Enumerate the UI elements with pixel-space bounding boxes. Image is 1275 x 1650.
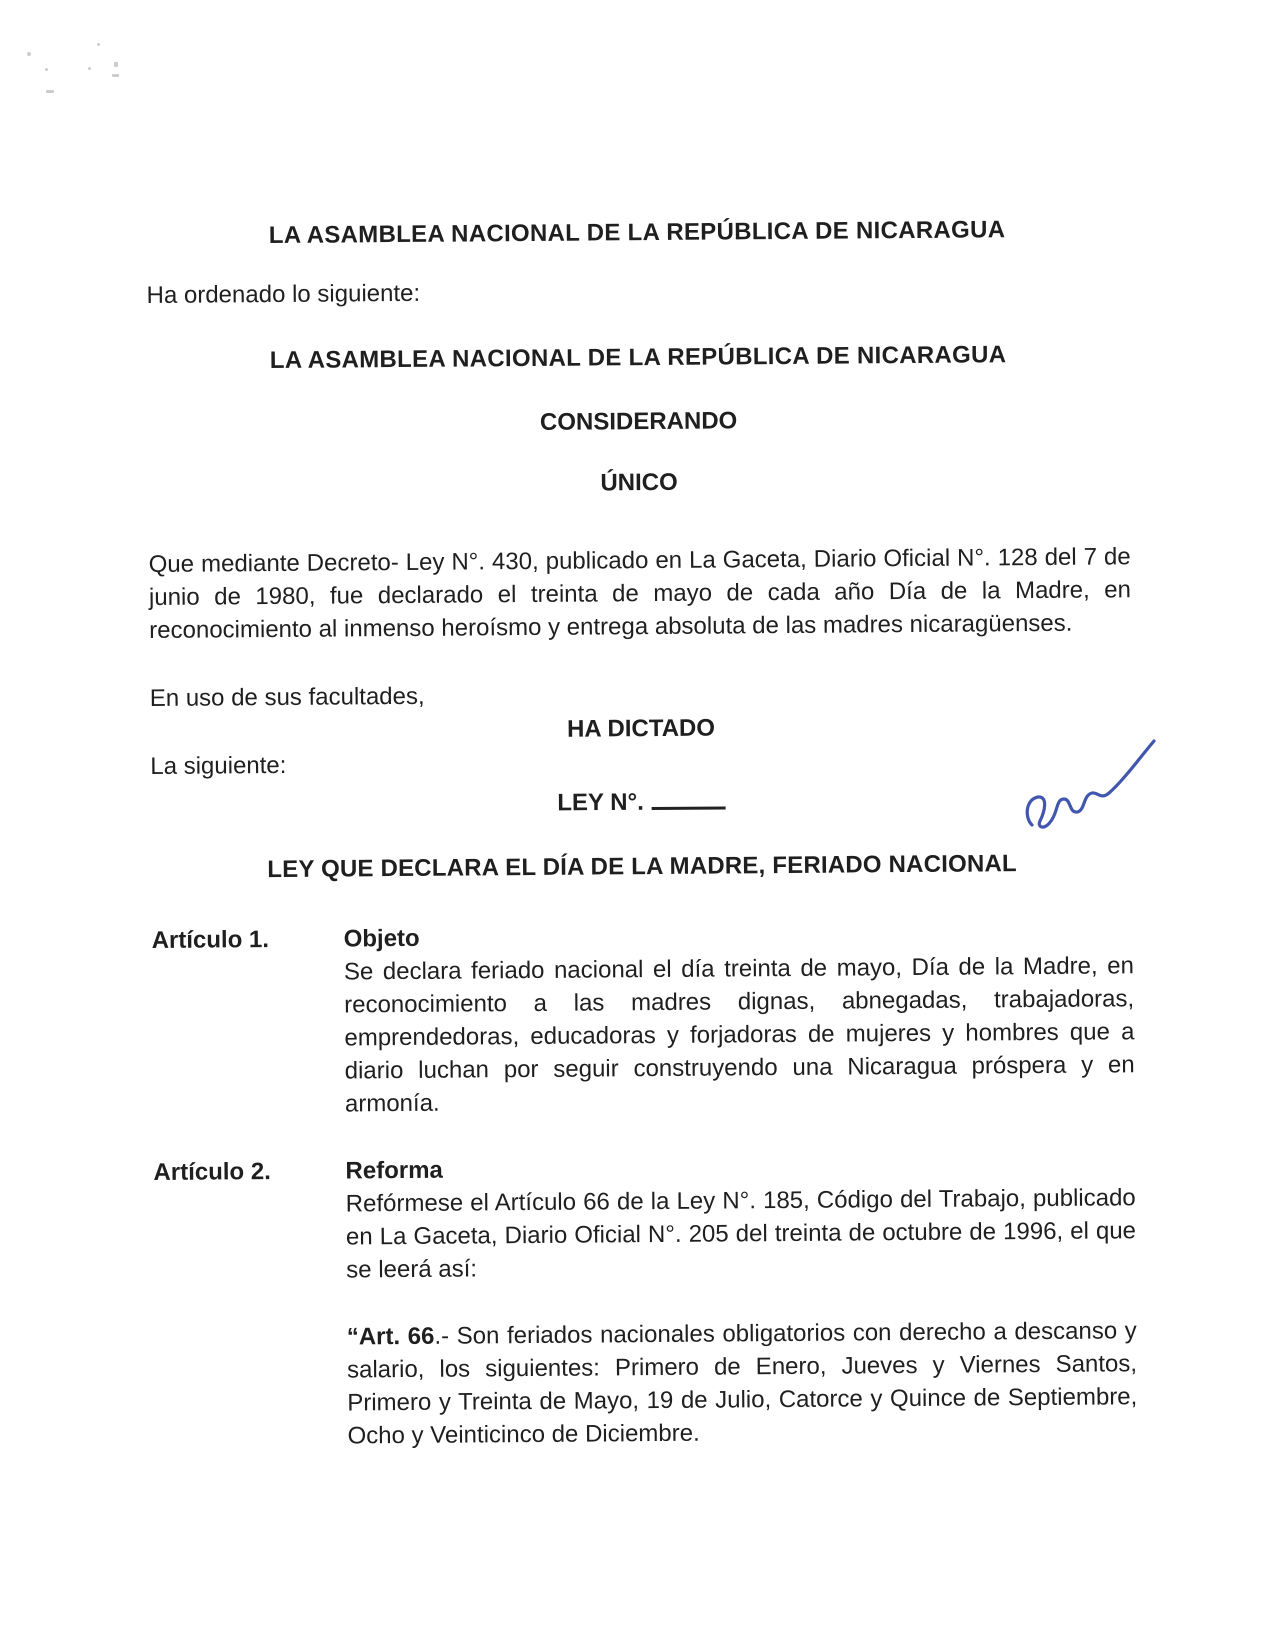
article-2-heading: Reforma	[345, 1156, 443, 1185]
ink-signature-squiggle	[1018, 733, 1178, 835]
assembly-heading: LA ASAMBLEA NACIONAL DE LA REPÚBLICA DE NICARAGUA	[268, 216, 1006, 250]
law-title: LEY QUE DECLARA EL DÍA DE LA MADRE, FERIADO NACIONAL	[267, 849, 1017, 883]
article-1-label: Artículo 1.	[151, 925, 270, 954]
ha-dictado-heading: HA DICTADO	[566, 714, 716, 743]
law-number-label: LEY N°.	[557, 788, 644, 817]
scan-speck	[112, 74, 119, 77]
article-2-label: Artículo 2.	[153, 1157, 271, 1186]
scan-speck	[45, 68, 48, 71]
considerando-paragraph: Que mediante Decreto- Ley N°. 430, publicado en La Gaceta, Diario Oficial N°. 128 del 7 de junio de 1980, fue declarado el treinta de mayo de cada año Día de la Madre, en reconocimiento al inmenso heroísmo y entrega absoluta de las madres nicaragüenses.	[148, 543, 1132, 644]
scan-speck	[114, 62, 118, 67]
la-siguiente-line: La siguiente:	[150, 751, 287, 780]
assembly-heading-repeat: LA ASAMBLEA NACIONAL DE LA REPÚBLICA DE NICARAGUA	[269, 341, 1007, 375]
article-66-quote	[347, 1314, 1138, 1452]
article-66-quote-rest: .- Son feriados nacionales obligatorios con derecho a descanso y salario, los siguientes: Primero de Enero, Jueves y Viernes Santos, Primero y Treinta de Mayo, 19 de Julio, Catorce y Quince de Septiembre, Ocho y Veinticinco de Diciembre.	[346, 1316, 1138, 1450]
scan-speck	[27, 52, 31, 56]
article-1	[152, 916, 1136, 1122]
article-2	[153, 1148, 1137, 1454]
article-1-body: Se declara feriado nacional el día treinta de mayo, Día de la Madre, en reconocimiento a las madres dignas, abnegadas, trabajadoras, emprendedoras, educadoras y forjadoras de mujeres y hombres que a diario luchan por seguir construyendo una Nicaragua próspera y en armonía.	[343, 951, 1135, 1118]
article-1-heading: Objeto	[343, 924, 420, 953]
facultades-line: En uso de sus facultades,	[149, 682, 425, 712]
ink-signature-path	[1027, 741, 1154, 827]
scan-speck	[88, 67, 91, 70]
article-2-body: Refórmese el Artículo 66 de la Ley N°. 185, Código del Trabajo, publicado en La Gaceta, Diario Oficial N°. 205 del treinta de octubre de 1996, el que se leerá así:	[345, 1183, 1137, 1284]
article-66-quote-lead: “Art. 66	[346, 1322, 435, 1351]
article-1-content	[344, 916, 1136, 1120]
scan-speck	[46, 90, 54, 93]
document-body	[146, 212, 1138, 1487]
unico-heading: ÚNICO	[600, 468, 678, 497]
article-2-content	[345, 1148, 1137, 1452]
considerando-heading: CONSIDERANDO	[539, 407, 738, 436]
law-number-blank	[652, 784, 726, 809]
ordered-intro-line: Ha ordenado lo siguiente:	[146, 279, 421, 309]
law-number-line	[150, 781, 1132, 822]
scan-speck	[97, 43, 100, 46]
